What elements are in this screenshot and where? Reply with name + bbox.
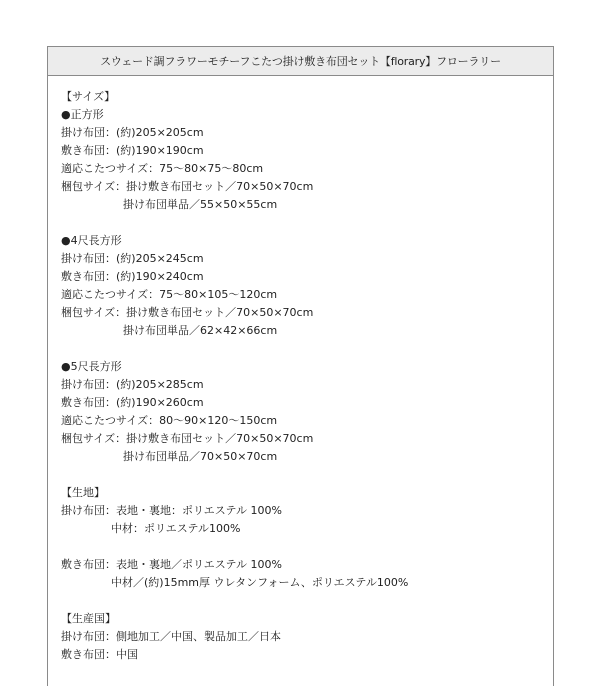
fabric-shiki-filling: 中材／(約)15mm厚 ウレタンフォーム、ポリエステル100%: [111, 576, 409, 589]
square-heading: ●正方形: [61, 108, 104, 121]
rect5-pack-single: 掛け布団単品／70×50×70cm: [123, 450, 278, 463]
product-title: スウェード調フラワーモチーフこたつ掛け敷き布団セット【florary】フローラリー: [48, 47, 553, 76]
rect4-kake-size: 掛け布団：(約)205×245cm: [61, 252, 204, 265]
rect5-pack-set: 梱包サイズ：掛け敷き布団セット／70×50×70cm: [61, 432, 314, 445]
rect5-kotatsu-size: 適応こたつサイズ：80～90×120～150cm: [61, 414, 278, 427]
rect5-shiki-size: 敷き布団：(約)190×260cm: [61, 396, 204, 409]
fabric-shiki-outer: 敷き布団：表地・裏地／ポリエステル 100%: [61, 558, 282, 571]
rect4-pack-single: 掛け布団単品／62×42×66cm: [123, 324, 278, 337]
origin-kake: 掛け布団：側地加工／中国、製品加工／日本: [61, 630, 281, 643]
fabric-heading: 【生地】: [61, 486, 105, 499]
rect4-kotatsu-size: 適応こたつサイズ：75～80×105～120cm: [61, 288, 278, 301]
rect4-shiki-size: 敷き布団：(約)190×240cm: [61, 270, 204, 283]
rect5-heading: ●5尺長方形: [61, 360, 122, 373]
square-pack-single: 掛け布団単品／55×50×55cm: [123, 198, 278, 211]
spec-content: [48, 76, 553, 664]
rect4-heading: ●4尺長方形: [61, 234, 122, 247]
size-heading: 【サイズ】: [61, 90, 116, 103]
origin-shiki: 敷き布団：中国: [61, 648, 138, 661]
rect5-kake-size: 掛け布団：(約)205×285cm: [61, 378, 204, 391]
fabric-kake-outer: 掛け布団：表地・裏地：ポリエステル 100%: [61, 504, 282, 517]
square-kotatsu-size: 適応こたつサイズ：75～80×75～80cm: [61, 162, 264, 175]
rect4-pack-set: 梱包サイズ：掛け敷き布団セット／70×50×70cm: [61, 306, 314, 319]
origin-heading: 【生産国】: [61, 612, 116, 625]
square-pack-set: 梱包サイズ：掛け敷き布団セット／70×50×70cm: [61, 180, 314, 193]
spec-table: [47, 46, 554, 686]
fabric-kake-filling: 中材：ポリエステル100%: [111, 522, 241, 535]
square-kake-size: 掛け布団：(約)205×205cm: [61, 126, 204, 139]
square-shiki-size: 敷き布団：(約)190×190cm: [61, 144, 204, 157]
